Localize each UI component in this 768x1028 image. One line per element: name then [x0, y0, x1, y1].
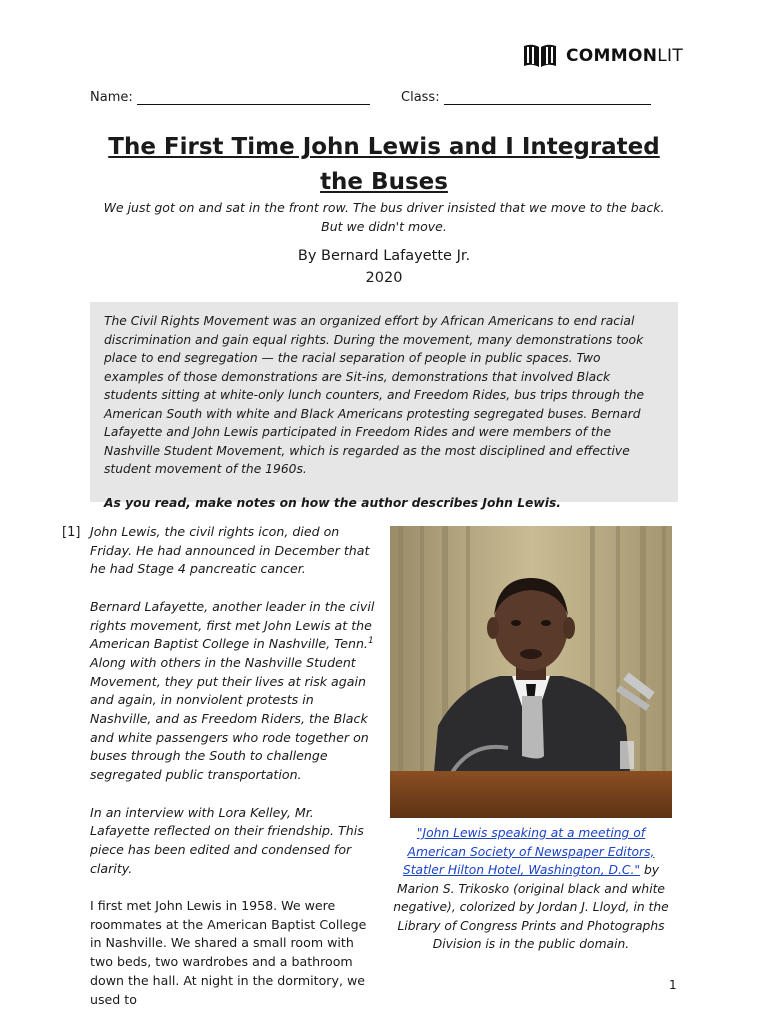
author: By Bernard Lafayette Jr.	[297, 248, 471, 264]
paragraph-2	[90, 598, 376, 785]
name-field-row	[90, 90, 370, 105]
paragraph-4: I first met John Lewis in 1958. We were roommates at the American Baptist College in Nashville. We shared a small room with two beds, two wardrobes and a bathroom down the hall. At night in the dormitory, we used to	[90, 898, 367, 1007]
intro-text: The Civil Rights Movement was an organized effort by African Americans to end racial discrimination and gain equal rights. During the movement, many demonstrations took place to end segregation — the racial separation of people in public spaces. Two examples of those demonstrations are Sit-ins, demonstrations that involved Black students sitting at white-only lunch counters, and Freedom Rides, bus trips through the American South with white and Black Americans protesting segregated buses. Bernard Lafayette and John Lewis participated in Freedom Rides and were members of the Nashville Student Movement, which is regarded as the most disciplined and effective student movement of the 1960s.	[104, 314, 645, 476]
paragraph-1: John Lewis, the civil rights icon, died on Friday. He had announced in December that he had Stage 4 pancreatic cancer.	[90, 524, 370, 577]
year: 2020	[365, 270, 403, 286]
class-field-row	[401, 90, 651, 105]
article-body	[90, 523, 376, 1028]
paragraph-number: [1]	[62, 525, 81, 540]
name-label: Name:	[90, 90, 133, 105]
reading-note: As you read, make notes on how the author describes John Lewis.	[104, 495, 561, 510]
class-field[interactable]	[444, 90, 651, 105]
caption-source-link[interactable]: "John Lewis speaking at a meeting of American Society of Newspaper Editors, Statler Hilton Hotel, Washington, D.C."	[402, 826, 655, 877]
commonlit-logo	[522, 42, 683, 70]
name-field[interactable]	[137, 90, 370, 105]
paragraph-2-rest: Along with others in the Nashville Student Movement, they put their lives at risk again and again, in nonviolent protests in Nashville, and as Freedom Riders, the Black and white passengers who rode together on buses through the South to challenge segregated public transportation.	[90, 654, 369, 783]
footnote-marker[interactable]: 1	[367, 636, 374, 647]
page-title: The First Time John Lewis and I Integrated the Buses	[108, 134, 660, 195]
class-label: Class:	[401, 90, 440, 105]
intro-box	[90, 302, 678, 510]
paragraph-2-start: Bernard Lafayette, another leader in the civil rights movement, first met John Lewis at the American Baptist College in Nashville, Tenn.	[90, 598, 375, 652]
photo-john-lewis	[390, 526, 672, 818]
caption-credit: by Marion S. Trikosko (original black and white negative), colorized by Jordan J. Lloyd, in the Library of Congress Prints and Photographs Division is in the public domain.	[393, 863, 669, 951]
page-number: 1	[669, 978, 677, 992]
photo-caption	[390, 824, 672, 954]
byline	[90, 245, 678, 289]
brand-name: COMMONLIT	[566, 46, 684, 66]
open-book-icon	[522, 42, 558, 70]
paragraph-3: In an interview with Lora Kelley, Mr. Lafayette reflected on their friendship. This piece has been edited and condensed for clarity.	[90, 804, 364, 876]
subtitle: We just got on and sat in the front row. The bus driver insisted that we move to the back. But we didn't move.	[103, 200, 665, 234]
